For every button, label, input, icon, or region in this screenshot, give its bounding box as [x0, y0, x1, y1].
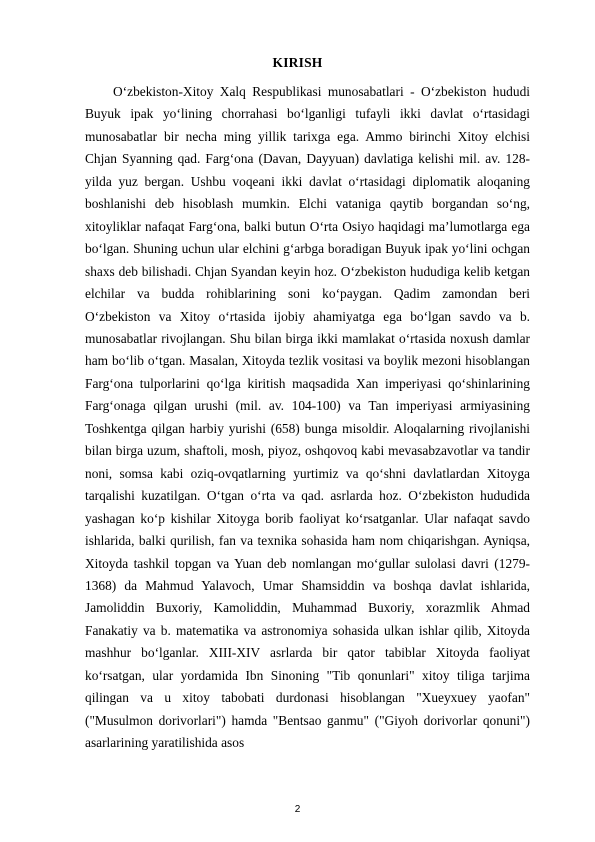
page-number: 2 [294, 804, 301, 815]
body-paragraph: O‘zbekiston-Xitoy Xalq Respublikasi munosabatlari - O‘zbekiston hududi Buyuk ipak yo‘lining chorrahasi bo‘lganligi tufayli ikki davlat o‘rtasidagi munosabatlar bir necha ming yillik tarixga ega. Ammo birinchi Xitoy elchisi Chjan Syanning qad. Farg‘ona (Davan, Dayyuan) davlatiga kelishi mil. av. 128-yilda yuz bergan. Ushbu voqeani ikki davlat o‘rtasidagi diplomatik aloqaning boshlanishi deb hisoblash mumkin. Elchi vataniga qaytib borgandan so‘ng, xitoyliklar nafaqat Farg‘ona, balki butun O‘rta Osiyo haqidagi ma’lumotlarga ega bo‘lgan. Shuning uchun ular elchini g‘arbga boradigan Buyuk ipak yo‘lini ochgan shaxs deb bilishadi. Chjan Syandan keyin hoz. O‘zbekiston hududiga kelib ketgan elchilar va budda rohiblarining soni ko‘paygan. Qadim zamondan beri O‘zbekiston va Xitoy o‘rtasida ijobiy ahamiyatga ega bo‘lgan savdo va b. munosabatlar rivojlangan. Shu bilan birga ikki mamlakat o‘rtasida noxush damlar ham bo‘lib o‘tgan. Masalan, Xitoyda tezlik vositasi va boylik mezoni hisoblangan Farg‘ona tulporlarini qo‘lga kiritish maqsadida Xan imperiyasi qo‘shinlarining Farg‘onaga qilgan urushi (mil. av. 104-100) va Tan imperiyasi armiyasining Toshkentga qilgan harbiy yurishi (658) bunga misoldir. Aloqalarning rivojlanishi bilan birga uzum, shaftoli, mosh, piyoz, oshqovoq kabi mevasabzavotlar va tandir noni, somsa kabi oziq-ovqatlarning yurtimiz va qo‘shni davlatlardan Xitoyga tarqalishi kuzatilgan. O‘tgan o‘rta va qad. asrlarda hoz. O‘zbekiston hududida yashagan ko‘p kishilar Xitoyga borib faoliyat ko‘rsatganlar. Ular nafaqat savdo ishlarida, balki qurilish, fan va texnika sohasida ham nom chiqarishgan. Ayniqsa, Xitoyda tashkil topgan va Yuan deb nomlangan mo‘gullar sulolasi davri (1279-1368) da Mahmud Yalavoch, Umar Shamsiddin va boshqa davlat ishlarida, Jamoliddin Buxoriy, Kamoliddin, Muhammad Buxoriy, xorazmlik Ahmad Fanakatiy va b. matematika va astronomiya sohasida ulkan ishlar qilib, Xitoyda mashhur bo‘lganlar. XIII-XIV asrlarda bir qator tabiblar Xitoyda faoliyat ko‘rsatgan, ular yordamida Ibn Sinoning "Tib qonunlari" xitoy tiliga tarjima qilingan va u xitoy tabobati durdonasi hisoblangan "Xueyxuey yaofan" ("Musulmon dorivorlari") hamda "Bentsao ganmu" ("Giyoh dorivorlar qonuni") asarlarining yaratilishida asos [85, 84, 530, 751]
section-heading: KIRISH [272, 55, 323, 70]
